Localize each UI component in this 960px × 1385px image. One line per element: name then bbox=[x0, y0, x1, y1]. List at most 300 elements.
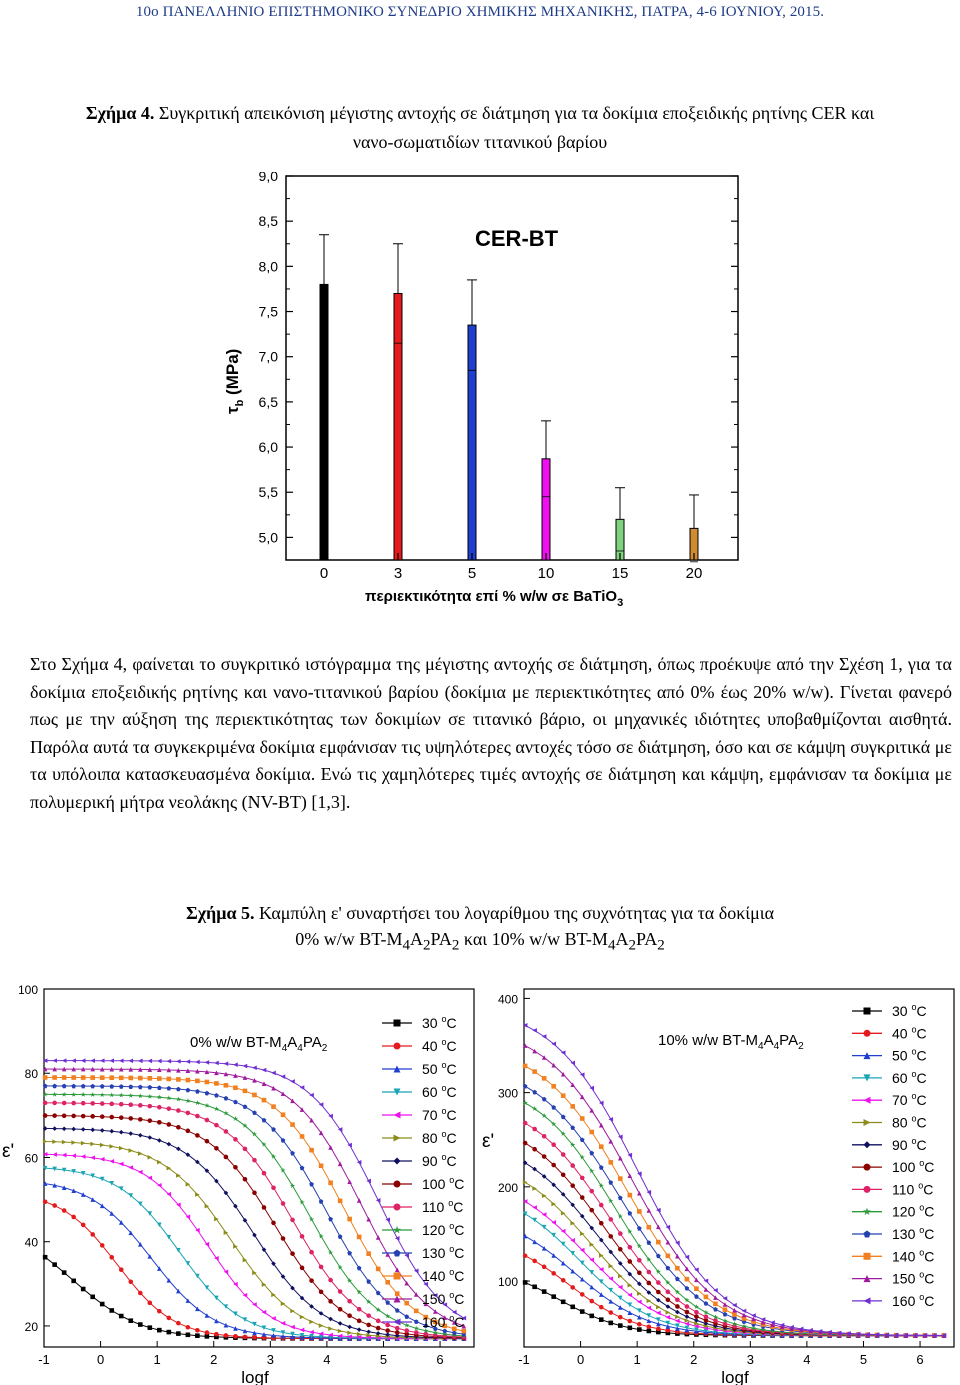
series-marker bbox=[71, 1215, 76, 1220]
series-marker bbox=[580, 1195, 585, 1200]
legend-label-130: 130 $^o$C bbox=[422, 1244, 465, 1261]
series-marker bbox=[90, 1295, 95, 1300]
series-marker bbox=[385, 1328, 390, 1333]
series-marker bbox=[357, 1307, 362, 1312]
legend-label-60: 60 $^o$C bbox=[892, 1068, 927, 1086]
series-marker bbox=[186, 1129, 191, 1134]
series-marker bbox=[599, 1203, 604, 1208]
series-marker bbox=[157, 1309, 162, 1314]
series-marker bbox=[119, 1115, 124, 1120]
series-marker bbox=[157, 1076, 162, 1081]
figure4-caption-line2: νανο-σωματιδίων τιτανικού βαρίου bbox=[352, 132, 608, 152]
series-marker bbox=[328, 1299, 333, 1304]
legend-marker-40 bbox=[394, 1043, 401, 1050]
series-marker bbox=[281, 1112, 286, 1117]
series-marker bbox=[608, 1321, 613, 1326]
series-marker bbox=[532, 1069, 537, 1074]
series-marker bbox=[580, 1309, 585, 1314]
series-marker bbox=[233, 1137, 238, 1142]
x-tick-label: 1 bbox=[633, 1352, 641, 1367]
legend-marker-110 bbox=[864, 1186, 871, 1193]
series-marker bbox=[656, 1280, 661, 1285]
series-marker bbox=[167, 1316, 172, 1321]
legend-label-60: 60 $^o$C bbox=[422, 1083, 457, 1100]
series-marker bbox=[62, 1270, 67, 1275]
series-marker bbox=[542, 1154, 547, 1159]
series-marker bbox=[580, 1116, 585, 1121]
series-marker bbox=[81, 1101, 86, 1106]
y-tick-label: 6,5 bbox=[258, 393, 278, 410]
series-marker bbox=[685, 1277, 690, 1282]
x-tick-label: 5 bbox=[379, 1352, 388, 1367]
series-marker bbox=[523, 1253, 528, 1258]
legend-label-140: 140 $^o$C bbox=[422, 1267, 465, 1284]
legend-label-30: 30 $^o$C bbox=[422, 1014, 457, 1031]
series-marker bbox=[685, 1304, 690, 1309]
x-tick-label: 4 bbox=[803, 1352, 811, 1367]
y-tick-label: 200 bbox=[497, 1180, 518, 1195]
series-marker bbox=[148, 1104, 153, 1109]
series-marker bbox=[628, 1193, 633, 1198]
series-marker bbox=[62, 1208, 67, 1213]
y-tick-label: 8,0 bbox=[258, 258, 278, 275]
bar-3 bbox=[394, 293, 402, 560]
series-marker bbox=[704, 1314, 709, 1319]
series-marker bbox=[81, 1223, 86, 1228]
series-marker bbox=[62, 1075, 67, 1080]
series-marker bbox=[62, 1101, 67, 1106]
series-marker bbox=[309, 1250, 314, 1255]
y-tick-label: 400 bbox=[497, 992, 518, 1007]
y-tick-label: 9,0 bbox=[258, 172, 278, 184]
series-marker bbox=[205, 1080, 210, 1085]
x-tick-label: 3 bbox=[266, 1352, 274, 1367]
legend-label-40: 40 $^o$C bbox=[422, 1037, 457, 1054]
series-marker bbox=[675, 1297, 680, 1302]
series-marker bbox=[271, 1221, 276, 1226]
series-marker bbox=[675, 1304, 680, 1309]
series-marker bbox=[628, 1259, 633, 1264]
series-marker bbox=[262, 1098, 267, 1103]
series-marker bbox=[542, 1289, 547, 1294]
series-marker bbox=[128, 1076, 133, 1081]
series-marker bbox=[647, 1225, 652, 1230]
series-marker bbox=[243, 1147, 248, 1152]
series-marker bbox=[186, 1325, 191, 1330]
series-marker bbox=[128, 1279, 133, 1284]
series-marker bbox=[109, 1102, 114, 1107]
series-marker bbox=[128, 1102, 133, 1107]
y-tick-label: 7,0 bbox=[258, 348, 278, 365]
legend-label-50: 50 $^o$C bbox=[892, 1046, 927, 1064]
series-marker bbox=[176, 1108, 181, 1113]
series-marker bbox=[43, 1113, 48, 1118]
legend-label-150: 150 $^o$C bbox=[422, 1290, 465, 1307]
legend-label-50: 50 $^o$C bbox=[422, 1060, 457, 1077]
series-marker bbox=[128, 1116, 133, 1121]
series-marker bbox=[366, 1323, 371, 1328]
x-tick-label: 3 bbox=[746, 1352, 754, 1367]
legend-marker-100 bbox=[864, 1164, 871, 1171]
series-marker bbox=[195, 1114, 200, 1119]
series-marker bbox=[532, 1285, 537, 1290]
series-marker bbox=[570, 1183, 575, 1188]
x-tick-label: 6 bbox=[916, 1352, 924, 1367]
series-marker bbox=[148, 1301, 153, 1306]
series-marker bbox=[90, 1101, 95, 1106]
series-marker bbox=[618, 1323, 623, 1328]
series-marker bbox=[224, 1155, 229, 1160]
series-marker bbox=[618, 1315, 623, 1320]
series-marker bbox=[404, 1328, 409, 1333]
x-tick-label: 5 bbox=[467, 565, 477, 582]
shear-strength-bar-chart bbox=[220, 172, 742, 606]
series-marker bbox=[608, 1310, 613, 1315]
series-marker bbox=[52, 1262, 57, 1267]
series-marker bbox=[214, 1332, 219, 1337]
bar-0 bbox=[320, 284, 328, 560]
series-marker bbox=[570, 1305, 575, 1310]
series-marker bbox=[109, 1308, 114, 1313]
series-marker bbox=[542, 1265, 547, 1270]
x-tick-label: 0 bbox=[96, 1352, 105, 1367]
legend-label-80: 80 $^o$C bbox=[892, 1113, 927, 1131]
series-marker bbox=[357, 1319, 362, 1324]
x-tick-label: 3 bbox=[393, 565, 403, 582]
series-marker bbox=[109, 1255, 114, 1260]
series-marker bbox=[366, 1251, 371, 1256]
legend-marker-30 bbox=[394, 1020, 401, 1027]
series-marker bbox=[167, 1122, 172, 1127]
series-marker bbox=[205, 1330, 210, 1335]
series-marker bbox=[233, 1334, 238, 1339]
legend-label-70: 70 $^o$C bbox=[892, 1091, 927, 1109]
x-tick-label: 20 bbox=[685, 565, 703, 582]
x-tick-label: 2 bbox=[690, 1352, 698, 1367]
legend-label-130: 130 $^o$C bbox=[892, 1225, 935, 1242]
series-marker bbox=[186, 1078, 191, 1083]
x-axis-label: logf bbox=[721, 1368, 749, 1385]
series-marker bbox=[347, 1313, 352, 1318]
y-axis-label: ε' bbox=[482, 1131, 495, 1152]
series-marker bbox=[656, 1290, 661, 1295]
x-tick-label: 15 bbox=[611, 565, 629, 582]
series-marker bbox=[252, 1190, 257, 1195]
series-marker bbox=[637, 1322, 642, 1327]
legend-marker-40 bbox=[864, 1030, 871, 1037]
series-marker bbox=[338, 1289, 343, 1294]
series-marker bbox=[618, 1247, 623, 1252]
series-marker bbox=[243, 1089, 248, 1094]
series-marker bbox=[414, 1330, 419, 1335]
series-marker bbox=[694, 1310, 699, 1315]
series-marker bbox=[109, 1115, 114, 1120]
series-marker bbox=[656, 1240, 661, 1245]
figure4-label: Σχήμα 4. bbox=[85, 103, 155, 123]
legend-marker-110 bbox=[394, 1204, 401, 1211]
y-tick-label: 300 bbox=[497, 1086, 518, 1101]
series-marker bbox=[589, 1299, 594, 1304]
series-marker bbox=[713, 1318, 718, 1323]
series-marker bbox=[723, 1307, 728, 1312]
series-marker bbox=[328, 1278, 333, 1283]
legend-label-100: 100 $^o$C bbox=[892, 1158, 935, 1176]
series-marker bbox=[81, 1075, 86, 1080]
series-marker bbox=[290, 1251, 295, 1256]
x-tick-label: 0 bbox=[319, 565, 329, 582]
y-tick-label: 7,5 bbox=[258, 303, 278, 320]
y-tick-label: 6,0 bbox=[258, 439, 278, 456]
series-marker bbox=[580, 1292, 585, 1297]
series-marker bbox=[195, 1333, 200, 1338]
series-marker bbox=[423, 1332, 428, 1337]
series-marker bbox=[43, 1101, 48, 1106]
conference-header: 10ο ΠΑΝΕΛΛΗΝΙΟ ΕΠΙΣΤΗΜΟΝΙΚΟ ΣΥΝΕΔΡΙΟ ΧΗΜΙΚΗΣ ΜΗΧΑΝΙΚΗΣ, ΠΑΤΡΑ, 4-6 ΙΟΥΝΙΟΥ, 2015. bbox=[135, 4, 825, 20]
legend-label-160: 160 $^o$C bbox=[422, 1313, 465, 1330]
series-marker bbox=[647, 1270, 652, 1275]
series-marker bbox=[319, 1290, 324, 1295]
y-tick-label: 8,5 bbox=[258, 213, 278, 230]
series-marker bbox=[167, 1077, 172, 1082]
series-marker bbox=[71, 1114, 76, 1119]
series-marker bbox=[62, 1113, 67, 1118]
series-marker bbox=[148, 1118, 153, 1123]
x-tick-label: 1 bbox=[153, 1352, 161, 1367]
x-tick-label: 4 bbox=[323, 1352, 331, 1367]
series-marker bbox=[309, 1148, 314, 1153]
chart-title: CER-BT bbox=[475, 226, 559, 251]
series-marker bbox=[138, 1103, 143, 1108]
series-marker bbox=[100, 1302, 105, 1307]
series-marker bbox=[167, 1106, 172, 1111]
series-marker bbox=[694, 1286, 699, 1291]
series-marker bbox=[561, 1152, 566, 1157]
x-tick-label: -1 bbox=[38, 1352, 50, 1367]
series-marker bbox=[119, 1267, 124, 1272]
series-marker bbox=[347, 1217, 352, 1222]
series-marker bbox=[599, 1305, 604, 1310]
legend-label-160: 160 $^o$C bbox=[892, 1291, 935, 1309]
bar-5 bbox=[468, 325, 476, 560]
series-marker bbox=[685, 1310, 690, 1315]
series-marker bbox=[561, 1172, 566, 1177]
series-marker bbox=[608, 1217, 613, 1222]
series-marker bbox=[138, 1076, 143, 1081]
series-marker bbox=[376, 1319, 381, 1324]
legend-label-150: 150 $^o$C bbox=[892, 1269, 935, 1287]
series-marker bbox=[128, 1318, 133, 1323]
y-tick-label: 100 bbox=[497, 1275, 518, 1290]
legend-label-120: 120 $^o$C bbox=[422, 1221, 465, 1238]
series-marker bbox=[637, 1209, 642, 1214]
series-marker bbox=[395, 1330, 400, 1335]
series-marker bbox=[570, 1163, 575, 1168]
series-marker bbox=[551, 1163, 556, 1168]
series-marker bbox=[148, 1325, 153, 1330]
series-marker bbox=[414, 1309, 419, 1314]
y-tick-label: 40 bbox=[24, 1235, 38, 1250]
series-marker bbox=[157, 1105, 162, 1110]
series-marker bbox=[100, 1243, 105, 1248]
series-marker bbox=[176, 1077, 181, 1082]
bar-10 bbox=[542, 459, 550, 560]
series-marker bbox=[347, 1299, 352, 1304]
series-marker bbox=[281, 1201, 286, 1206]
series-marker bbox=[205, 1139, 210, 1144]
series-marker bbox=[376, 1326, 381, 1331]
series-marker bbox=[281, 1236, 286, 1241]
y-tick-label: 60 bbox=[24, 1151, 38, 1166]
series-marker bbox=[195, 1328, 200, 1333]
legend-label-90: 90 $^o$C bbox=[892, 1135, 927, 1153]
series-marker bbox=[395, 1291, 400, 1296]
series-marker bbox=[647, 1329, 652, 1334]
legend-label-70: 70 $^o$C bbox=[422, 1106, 457, 1123]
series-marker bbox=[319, 1163, 324, 1168]
series-marker bbox=[109, 1075, 114, 1080]
y-tick-label: 80 bbox=[24, 1067, 38, 1082]
series-marker bbox=[338, 1307, 343, 1312]
series-marker bbox=[90, 1114, 95, 1119]
series-marker bbox=[71, 1279, 76, 1284]
series-marker bbox=[666, 1298, 671, 1303]
series-marker bbox=[52, 1203, 57, 1208]
series-marker bbox=[694, 1314, 699, 1319]
series-marker bbox=[637, 1270, 642, 1275]
series-marker bbox=[52, 1075, 57, 1080]
figure4-caption bbox=[30, 99, 930, 157]
series-marker bbox=[618, 1176, 623, 1181]
series-marker bbox=[214, 1123, 219, 1128]
series-marker bbox=[580, 1176, 585, 1181]
series-marker bbox=[618, 1231, 623, 1236]
series-marker bbox=[628, 1319, 633, 1324]
series-marker bbox=[138, 1291, 143, 1296]
series-marker bbox=[243, 1177, 248, 1182]
series-marker bbox=[176, 1125, 181, 1130]
series-marker bbox=[290, 1218, 295, 1223]
series-marker bbox=[290, 1122, 295, 1127]
figure5-caption-line1: Καμπύλη ε' συναρτήσει του λογαρίθμου της συχνότητας για τα δοκίμια bbox=[259, 903, 775, 923]
series-marker bbox=[542, 1134, 547, 1139]
x-tick-label: 2 bbox=[210, 1352, 218, 1367]
series-marker bbox=[542, 1076, 547, 1081]
series-marker bbox=[176, 1321, 181, 1326]
legend-label-80: 80 $^o$C bbox=[422, 1129, 457, 1146]
series-marker bbox=[599, 1221, 604, 1226]
series-marker bbox=[675, 1266, 680, 1271]
series-marker bbox=[328, 1181, 333, 1186]
series-marker bbox=[100, 1075, 105, 1080]
series-marker bbox=[376, 1267, 381, 1272]
chart-title: 10% w/w $BT-M_4A_4PA_2$ bbox=[658, 1032, 804, 1052]
x-tick-label: 5 bbox=[859, 1352, 868, 1367]
series-marker bbox=[523, 1141, 528, 1146]
x-axis-label: περιεκτικότητα επί % w/w σε BaTiO$_3$ bbox=[365, 588, 624, 606]
series-marker bbox=[608, 1234, 613, 1239]
series-marker bbox=[52, 1101, 57, 1106]
series-marker bbox=[647, 1324, 652, 1329]
series-marker bbox=[628, 1325, 633, 1330]
legend-marker-30 bbox=[864, 1008, 871, 1015]
series-marker bbox=[214, 1081, 219, 1086]
series-marker bbox=[309, 1278, 314, 1283]
legend-label-90: 90 $^o$C bbox=[422, 1152, 457, 1169]
series-marker bbox=[561, 1299, 566, 1304]
series-marker bbox=[157, 1120, 162, 1125]
series-marker bbox=[589, 1189, 594, 1194]
y-axis-label: $\tau_b$ (MPa) bbox=[223, 348, 246, 414]
legend-label-30: 30 $^o$C bbox=[892, 1002, 927, 1019]
chart-title: 0% w/w $BT-M_4A_4PA_2$ bbox=[190, 1034, 328, 1054]
series-marker bbox=[243, 1335, 248, 1340]
legend-marker-140 bbox=[864, 1253, 871, 1260]
series-marker bbox=[186, 1332, 191, 1337]
series-marker bbox=[338, 1198, 343, 1203]
series-marker bbox=[723, 1321, 728, 1326]
legend-label-110: 110 $^o$C bbox=[892, 1180, 934, 1198]
series-marker bbox=[90, 1232, 95, 1237]
series-marker bbox=[589, 1130, 594, 1135]
figure5-caption-line2: 0% w/w $BT-M_4A_2PA_2$ και 10% w/w $BT-M_4A_2PA_2$ bbox=[295, 929, 665, 954]
series-marker bbox=[119, 1102, 124, 1107]
series-marker bbox=[195, 1079, 200, 1084]
legend-label-120: 120 $^o$C bbox=[892, 1202, 935, 1220]
series-marker bbox=[71, 1075, 76, 1080]
series-marker bbox=[252, 1158, 257, 1163]
series-marker bbox=[589, 1208, 594, 1213]
series-marker bbox=[119, 1076, 124, 1081]
series-marker bbox=[176, 1331, 181, 1336]
series-marker bbox=[262, 1205, 267, 1210]
legend-label-100: 100 $^o$C bbox=[422, 1175, 465, 1192]
legend-marker-100 bbox=[394, 1181, 401, 1188]
series-marker bbox=[385, 1280, 390, 1285]
series-marker bbox=[71, 1101, 76, 1106]
x-tick-label: 6 bbox=[436, 1352, 444, 1367]
series-marker bbox=[599, 1144, 604, 1149]
legend-label-40: 40 $^o$C bbox=[892, 1024, 927, 1042]
series-marker bbox=[138, 1322, 143, 1327]
y-tick-label: 20 bbox=[24, 1319, 38, 1334]
series-marker bbox=[523, 1121, 528, 1126]
series-marker bbox=[157, 1328, 162, 1333]
series-marker bbox=[561, 1093, 566, 1098]
series-marker bbox=[214, 1146, 219, 1151]
series-marker bbox=[138, 1117, 143, 1122]
series-marker bbox=[551, 1084, 556, 1089]
permittivity-chart-10pct bbox=[480, 975, 960, 1385]
series-marker bbox=[589, 1314, 594, 1319]
series-marker bbox=[608, 1160, 613, 1165]
x-axis-label: logf bbox=[241, 1368, 269, 1385]
series-marker bbox=[551, 1271, 556, 1276]
series-marker bbox=[300, 1266, 305, 1271]
series-marker bbox=[319, 1265, 324, 1270]
series-marker bbox=[385, 1323, 390, 1328]
series-marker bbox=[205, 1118, 210, 1123]
series-marker bbox=[224, 1083, 229, 1088]
series-marker bbox=[561, 1278, 566, 1283]
series-marker bbox=[233, 1085, 238, 1090]
series-marker bbox=[666, 1254, 671, 1259]
x-tick-label: 10 bbox=[537, 565, 555, 582]
body-paragraph: Στο Σχήμα 4, φαίνεται το συγκριτικό ιστόγραμμα της μέγιστης αντοχής σε διάτμηση, όπως προέκυψε από την Σχέση 1, για τα δοκίμια εποξειδικής ρητίνης και νανο-τιτανικού βαρίου (δοκίμια με περιεκτικότητες από 0% έως 20% w/w). Γίνεται φανερό πως με την αύξηση της περιεκτικότητας των δοκιμίων σε τιτανικό βάριο, οι μηχανικές ιδιότητες υποβαθμίζονται αισθητά. Παρόλα αυτά τα συγκεκριμένα δοκίμια εμφάνισαν τις υψηλότερες αντοχές τόσο σε διάτμηση, όσο και σε κάμψη συγκριτικά με τα υπόλοιπα κατασκευασμένα δοκίμια. Ενώ τις χαμηλότερες τιμές αντοχής σε διάτμηση και κάμψη, εμφάνισαν τα δοκίμια με πολυμερική μήτρα νεολάκης (NV-BT) [1,3]. bbox=[30, 654, 952, 812]
y-tick-label: 5,0 bbox=[258, 529, 278, 546]
legend-label-110: 110 $^o$C bbox=[422, 1198, 464, 1215]
series-marker bbox=[628, 1245, 633, 1250]
series-marker bbox=[637, 1258, 642, 1263]
